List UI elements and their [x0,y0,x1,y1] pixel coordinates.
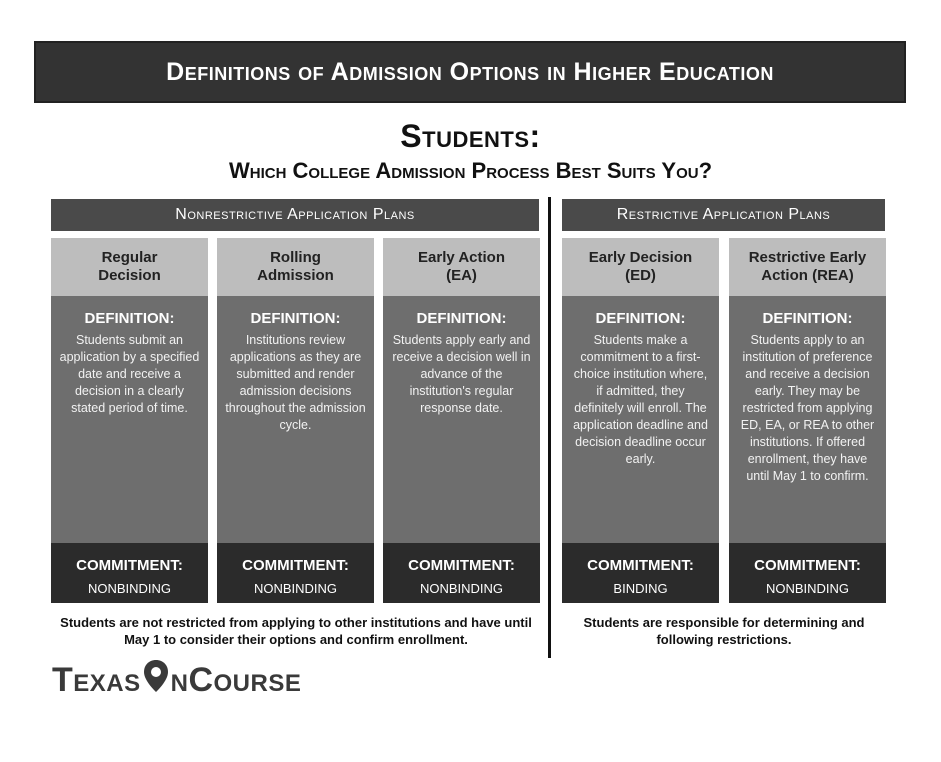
restrictive-header [562,199,885,231]
logo-text-texas: Texas [52,660,141,699]
definition-label: DEFINITION: [250,310,341,327]
column-title: Early Action (EA) [383,238,540,296]
definition-label: DEFINITION: [595,310,686,327]
column-title: Rolling Admission [217,238,374,296]
definition-block [383,296,540,543]
column-restrictive-early-action [729,238,886,603]
column-rolling-admission [217,238,374,603]
nonrestrictive-label: Nonrestrictive Application Plans [175,206,415,223]
definition-block [217,296,374,543]
group-divider [548,197,551,658]
definition-label: DEFINITION: [762,310,853,327]
location-pin-icon [141,659,171,702]
definition-text: Students apply early and receive a decision well in advance of the institution's regular response date. [392,333,531,415]
logo-text-oncourse: nCourse [170,660,302,699]
column-title: Restrictive Early Action (REA) [729,238,886,296]
document-banner [34,41,906,103]
commitment-label: COMMITMENT: [587,557,694,574]
column-early-decision [562,238,719,603]
commitment-block [51,543,208,603]
column-regular-decision [51,238,208,603]
restrictive-label: Restrictive Application Plans [616,206,831,223]
commitment-label: COMMITMENT: [76,557,183,574]
restrictive-note: Students are responsible for determining and following restrictions. [583,615,865,647]
commitment-block [217,543,374,603]
banner-title: Definitions of Admission Options in Higher Education [166,57,774,86]
column-title: Early Decision (ED) [562,238,719,296]
commitment-value: BINDING [613,581,668,596]
definition-block [562,296,719,543]
commitment-block [562,543,719,603]
nonrestrictive-note: Students are not restricted from applying to other institutions and have until May 1 to consider their options and confirm enrollment. [60,615,532,647]
commitment-value: NONBINDING [253,581,338,596]
definition-text: Institutions review applications as they are submitted and render admission decisions throughout the admission cycle. [225,333,366,432]
definition-block [729,296,886,543]
column-title: Regular Decision [51,238,208,296]
page-subtitle: Which College Admission Process Best Suits You? [228,158,713,183]
texas-oncourse-logo [52,660,301,700]
definition-text: Students make a commitment to a first-choice institution where, if admitted, they definitely will enroll. The application deadline and decision deadline occur early. [573,333,708,466]
definition-text: Students apply to an institution of preference and receive a decision early. They may be restricted from applying ED, EA, or REA to other institutions. If offered enrollment, they have until May 1 to confirm. [740,333,875,483]
definition-label: DEFINITION: [416,310,507,327]
commitment-block [729,543,886,603]
commitment-label: COMMITMENT: [754,557,861,574]
definition-block [51,296,208,543]
nonrestrictive-header [51,199,539,231]
commitment-value: NONBINDING [765,581,850,596]
page-title: Students: [400,118,541,154]
column-early-action [383,238,540,603]
commitment-block [383,543,540,603]
commitment-value: NONBINDING [419,581,504,596]
commitment-value: NONBINDING [87,581,172,596]
commitment-label: COMMITMENT: [408,557,515,574]
definition-text: Students submit an application by a specified date and receive a decision in a clearly stated period of time. [59,333,200,415]
commitment-label: COMMITMENT: [242,557,349,574]
definition-label: DEFINITION: [84,310,175,327]
